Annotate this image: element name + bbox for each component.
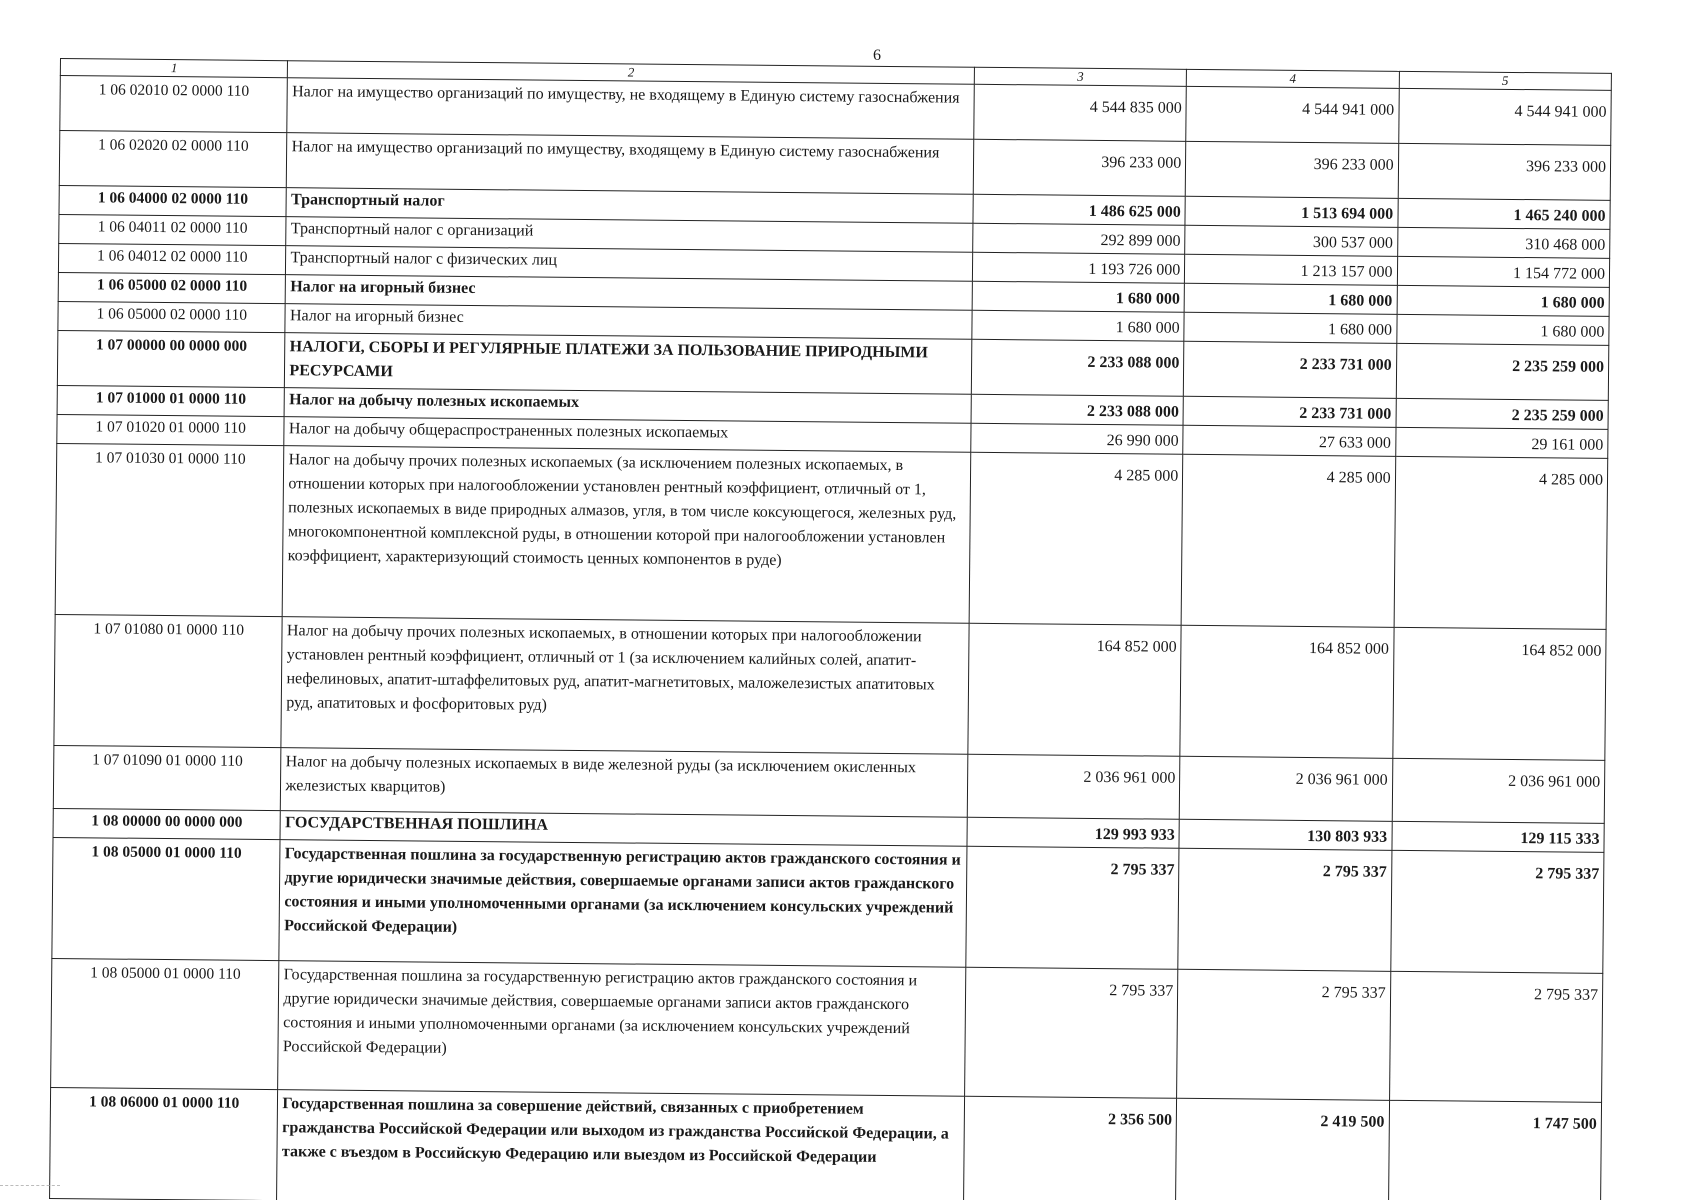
amount-col-5-cell: 2 795 337	[1389, 971, 1603, 1102]
budget-code-cell: 1 06 02020 02 0000 110	[59, 131, 287, 188]
item-name-cell: Транспортный налог с физических лиц	[286, 246, 973, 282]
budget-code-cell: 1 07 01090 01 0000 110	[53, 745, 281, 810]
item-name-cell: Налог на имущество организаций по имуществу, не входящему в Единую систему газоснабжения	[287, 78, 974, 140]
amount-col-4-cell: 2 233 731 000	[1183, 396, 1396, 427]
budget-code-cell: 1 06 04012 02 0000 110	[58, 243, 286, 274]
header-col-1: 1	[60, 59, 288, 78]
table-row	[55, 443, 1608, 629]
amount-col-3-cell: 292 899 000	[973, 223, 1186, 254]
item-name-cell: Налог на имущество организаций по имуществу, входящему в Единую систему газоснабжения	[287, 133, 974, 195]
amount-col-4-cell: 1 680 000	[1184, 312, 1397, 343]
item-name-cell: НАЛОГИ, СБОРЫ И РЕГУЛЯРНЫЕ ПЛАТЕЖИ ЗА ПОЛЬЗОВАНИЕ ПРИРОДНЫМИ РЕСУРСАМИ	[285, 333, 972, 395]
amount-col-3-cell: 26 990 000	[971, 423, 1184, 454]
amount-col-3-cell: 2 233 088 000	[971, 339, 1184, 396]
amount-col-5-cell: 2 235 259 000	[1396, 343, 1609, 400]
item-name-cell: Налог на добычу полезных ископаемых	[285, 388, 972, 424]
budget-code-cell: 1 08 00000 00 0000 000	[53, 808, 281, 839]
table-row	[51, 958, 1603, 1102]
amount-col-3-cell: 396 233 000	[973, 139, 1186, 196]
table-row	[50, 1087, 1602, 1200]
item-name-cell: Налог на добычу полезных ископаемых в виде железной руды (за исключением окисленных железистых кварцитов)	[281, 748, 968, 818]
amount-col-3-cell: 164 852 000	[968, 623, 1182, 756]
amount-col-3-cell: 2 036 961 000	[967, 754, 1180, 819]
amount-col-4-cell: 130 803 933	[1179, 819, 1392, 850]
amount-col-4-cell: 2 233 731 000	[1184, 341, 1397, 398]
header-col-4: 4	[1187, 69, 1400, 88]
amount-col-3-cell: 1 680 000	[972, 281, 1185, 312]
amount-col-5-cell: 2 036 961 000	[1392, 758, 1605, 823]
amount-col-4-cell: 164 852 000	[1180, 625, 1394, 758]
budget-code-cell: 1 06 05000 02 0000 110	[58, 301, 286, 332]
amount-col-5-cell: 1 747 500	[1388, 1100, 1601, 1200]
amount-col-4-cell: 4 285 000	[1181, 454, 1395, 627]
amount-col-3-cell: 2 795 337	[964, 967, 1178, 1098]
budget-code-cell: 1 06 05000 02 0000 110	[58, 272, 286, 303]
amount-col-5-cell: 2 235 259 000	[1396, 398, 1609, 429]
item-name-cell: Государственная пошлина за совершение действий, связанных с приобретением гражданства Российской Федерации или выходом из гражданства Российской Федерации, а также с въездом в Российскую Федерацию или выездом из Российской Федерации	[277, 1090, 964, 1200]
table-row	[52, 837, 1604, 973]
item-name-cell: Налог на игорный бизнес	[286, 275, 973, 311]
amount-col-4-cell: 2 795 337	[1178, 848, 1392, 971]
budget-code-cell: 1 07 01030 01 0000 110	[55, 443, 284, 616]
amount-col-5-cell: 4 544 941 000	[1398, 88, 1611, 145]
item-name-cell: Налог на добычу общераспространенных полезных ископаемых	[284, 417, 971, 453]
amount-col-3-cell: 2 233 088 000	[971, 394, 1184, 425]
item-name-cell: Налог на игорный бизнес	[285, 304, 972, 340]
item-name-cell: Транспортный налог	[286, 188, 973, 224]
budget-code-cell: 1 07 01080 01 0000 110	[54, 614, 283, 747]
budget-code-cell: 1 07 00000 00 0000 000	[57, 330, 285, 387]
amount-col-5-cell: 310 468 000	[1397, 227, 1610, 258]
header-col-2: 2	[288, 61, 975, 85]
amount-col-5-cell: 29 161 000	[1395, 427, 1608, 458]
amount-col-5-cell: 4 285 000	[1394, 456, 1608, 629]
amount-col-5-cell: 1 680 000	[1397, 285, 1610, 316]
amount-col-3-cell: 2 356 500	[963, 1096, 1176, 1200]
amount-col-4-cell: 2 036 961 000	[1179, 756, 1392, 821]
amount-col-4-cell: 1 213 157 000	[1185, 254, 1398, 285]
amount-col-3-cell: 129 993 933	[967, 817, 1180, 848]
item-name-cell: Налог на добычу прочих полезных ископаемых, в отношении которых при налогообложении установлен рентный коэффициент, отличный от 1 (за исключением калийных солей, апатит-нефелиновых, апатит-штаффелитовых руд, апатит-магнетитовых, маложелезистых апатитовых руд, апатитовых и фосфоритовых руд)	[281, 617, 969, 755]
budget-code-cell: 1 06 02010 02 0000 110	[60, 76, 288, 133]
item-name-cell: Транспортный налог с организаций	[286, 217, 973, 253]
item-name-cell: ГОСУДАРСТВЕННАЯ ПОШЛИНА	[280, 811, 967, 847]
amount-col-5-cell: 164 852 000	[1392, 627, 1606, 760]
amount-col-3-cell: 1 486 625 000	[973, 194, 1186, 225]
amount-col-5-cell: 1 680 000	[1396, 314, 1609, 345]
amount-col-4-cell: 4 544 941 000	[1186, 86, 1399, 143]
amount-col-5-cell: 2 795 337	[1390, 850, 1604, 973]
amount-col-4-cell: 2 419 500	[1176, 1098, 1389, 1200]
budget-code-cell: 1 06 04000 02 0000 110	[59, 185, 287, 216]
budget-code-cell: 1 08 05000 01 0000 110	[51, 958, 280, 1089]
page-number: 6	[873, 47, 881, 64]
amount-col-5-cell: 129 115 333	[1392, 821, 1605, 852]
scan-artifact	[0, 1185, 60, 1188]
budget-code-cell: 1 06 04011 02 0000 110	[59, 214, 287, 245]
item-name-cell: Государственная пошлина за государственную регистрацию актов гражданского состояния и другие юридически значимые действия, совершаемые органами записи актов гражданского состояния и иными уполномоченными органами (за исключением консульских учреждений Российской Федерации)	[278, 961, 966, 1097]
budget-code-cell: 1 07 01020 01 0000 110	[57, 414, 285, 445]
amount-col-4-cell: 27 633 000	[1183, 425, 1396, 456]
budget-code-cell: 1 08 05000 01 0000 110	[52, 837, 281, 960]
amount-col-4-cell: 1 680 000	[1184, 283, 1397, 314]
amount-col-4-cell: 1 513 694 000	[1185, 196, 1398, 227]
amount-col-4-cell: 300 537 000	[1185, 225, 1398, 256]
amount-col-3-cell: 1 680 000	[972, 310, 1185, 341]
item-name-cell: Налог на добычу прочих полезных ископаемых (за исключением полезных ископаемых, в отношении которых при налогообложении установлен рентный коэффициент, отличный от 1, полезных ископаемых в виде природных алмазов, угля, в том числе коксующегося, железных руд, многокомпонентной комплексной руды, в отношении которой при налогообложении установлен коэффициент, характеризующий стоимость ценных компонентов в руде)	[283, 446, 971, 624]
amount-col-3-cell: 2 795 337	[966, 846, 1180, 969]
budget-code-cell: 1 08 06000 01 0000 110	[50, 1087, 279, 1200]
item-name-cell: Государственная пошлина за государственную регистрацию актов гражданского состояния и другие юридически значимые действия, совершаемые органами записи актов гражданского состояния и иными уполномоченными органами (за исключением консульских учреждений Российской Федерации)	[279, 840, 967, 968]
amount-col-5-cell: 1 154 772 000	[1397, 256, 1610, 287]
amount-col-5-cell: 396 233 000	[1398, 143, 1611, 200]
budget-revenue-table	[49, 58, 1612, 1200]
table-row	[54, 614, 1606, 760]
amount-col-4-cell: 396 233 000	[1185, 141, 1398, 198]
amount-col-3-cell: 4 544 835 000	[974, 84, 1187, 141]
header-col-3: 3	[974, 67, 1187, 86]
amount-col-5-cell: 1 465 240 000	[1398, 198, 1611, 229]
amount-col-3-cell: 1 193 726 000	[972, 252, 1185, 283]
table-body	[50, 76, 1612, 1200]
budget-code-cell: 1 07 01000 01 0000 110	[57, 385, 285, 416]
header-col-5: 5	[1399, 71, 1612, 90]
amount-col-3-cell: 4 285 000	[969, 452, 1183, 625]
amount-col-4-cell: 2 795 337	[1177, 969, 1391, 1100]
